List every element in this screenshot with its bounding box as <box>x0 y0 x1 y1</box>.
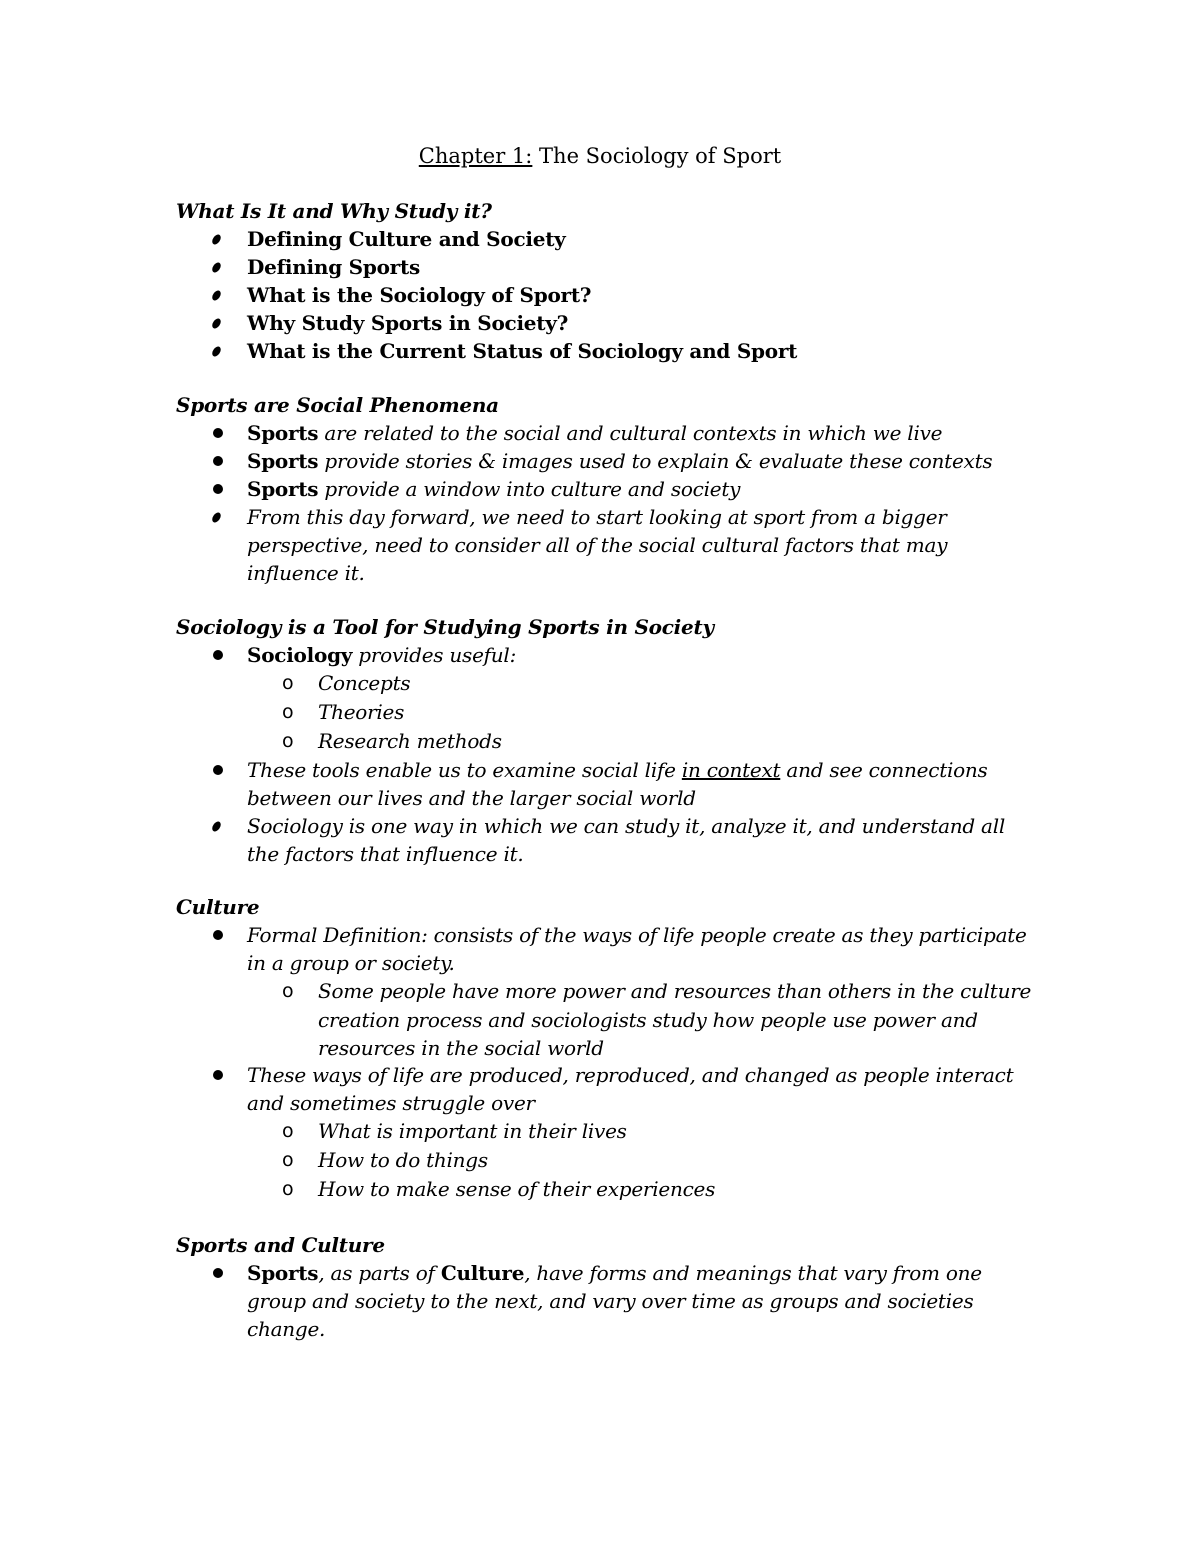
list-item <box>247 419 942 447</box>
sub-list-item: How to do things <box>318 1148 488 1172</box>
bullet-icon <box>210 345 222 358</box>
bullet-icon <box>213 1070 223 1080</box>
bullet-icon <box>213 484 223 494</box>
sub-bullet-icon: o <box>282 980 294 1002</box>
list-item <box>247 641 516 669</box>
list-item <box>247 756 988 784</box>
bullet-icon <box>210 511 222 524</box>
list-item-line: These ways of life are produced, reproduced, and changed as people interact <box>247 1063 1014 1087</box>
sub-bullet-icon: o <box>282 701 294 723</box>
list-item-text: These tools enable us to examine social life <box>247 758 682 782</box>
section-heading: What Is It and Why Study it? <box>176 199 492 223</box>
bullet-icon <box>213 428 223 438</box>
sub-list-item-line: resources in the social world <box>318 1036 604 1060</box>
bullet-icon <box>213 765 223 775</box>
sub-bullet-icon: o <box>282 672 294 694</box>
list-item <box>247 475 740 503</box>
sub-list-item: Research methods <box>318 729 502 753</box>
list-item-line: perspective, need to consider all of the social cultural factors that may <box>247 533 948 557</box>
list-item-line: Sociology is one way in which we can study it, analyze it, and understand all <box>247 814 1006 838</box>
sub-list-item: What is important in their lives <box>318 1119 627 1143</box>
bullet-icon <box>213 930 223 940</box>
list-item-line: Formal Definition: consists of the ways of life people create as they participate <box>247 923 1027 947</box>
list-item: Why Study Sports in Society? <box>247 311 569 335</box>
sub-bullet-icon: o <box>282 1120 294 1142</box>
title-chapter: Chapter 1: <box>418 144 533 168</box>
sub-bullet-icon: o <box>282 730 294 752</box>
list-item-text: provide a window into culture and society <box>318 477 741 501</box>
list-item <box>247 1259 982 1287</box>
list-item-text: are related to the social and cultural contexts in which we live <box>318 421 943 445</box>
list-item-line: and sometimes struggle over <box>247 1091 535 1115</box>
list-item <box>247 447 992 475</box>
sub-list-item-line: Some people have more power and resources than others in the culture <box>318 979 1032 1003</box>
list-item-text: , have forms and meanings that vary from one <box>524 1261 982 1285</box>
list-item-line: group and society to the next, and vary over time as groups and societies <box>247 1289 974 1313</box>
bullet-icon <box>210 289 222 302</box>
section-heading: Sports and Culture <box>176 1233 385 1257</box>
title-text: The Sociology of Sport <box>532 144 782 168</box>
list-item-bold: Sports <box>247 477 319 501</box>
list-item-line: the factors that influence it. <box>247 842 524 866</box>
list-item: Defining Culture and Society <box>247 227 566 251</box>
list-item-text: provide stories & images used to explain & evaluate these contexts <box>318 449 993 473</box>
list-item-bold: Sports <box>247 449 319 473</box>
bullet-icon <box>210 233 222 246</box>
bullet-icon <box>213 1268 223 1278</box>
list-item-line: between our lives and the larger social world <box>247 786 696 810</box>
sub-list-item: Concepts <box>318 671 411 695</box>
sub-bullet-icon: o <box>282 1178 294 1200</box>
list-item-bold: Sports <box>247 421 319 445</box>
list-item-bold: Sports <box>247 1261 319 1285</box>
list-item-line: in a group or society. <box>247 951 455 975</box>
list-item-bold: Culture <box>440 1261 525 1285</box>
section-heading: Sports are Social Phenomena <box>176 393 499 417</box>
section-heading: Sociology is a Tool for Studying Sports in Society <box>176 615 714 639</box>
bullet-icon <box>210 317 222 330</box>
list-item-text: provides useful: <box>352 643 517 667</box>
bullet-icon <box>213 650 223 660</box>
list-item: What is the Current Status of Sociology and Sport <box>247 339 798 363</box>
list-item-line: change. <box>247 1317 326 1341</box>
list-item-text: , as parts of <box>318 1261 441 1285</box>
list-item: Defining Sports <box>247 255 420 279</box>
sub-list-item-line: creation process and sociologists study how people use power and <box>318 1008 978 1032</box>
list-item-underline: in context <box>681 758 781 782</box>
sub-list-item: Theories <box>318 700 405 724</box>
list-item-line: influence it. <box>247 561 365 585</box>
list-item: What is the Sociology of Sport? <box>247 283 592 307</box>
list-item-line: From this day forward, we need to start looking at sport from a bigger <box>247 505 947 529</box>
bullet-icon <box>210 820 222 833</box>
section-heading: Culture <box>176 895 260 919</box>
list-item-bold: Sociology <box>247 643 353 667</box>
sub-bullet-icon: o <box>282 1149 294 1171</box>
page-title <box>0 141 1200 171</box>
bullet-icon <box>210 261 222 274</box>
list-item-text: and see connections <box>780 758 988 782</box>
bullet-icon <box>213 456 223 466</box>
sub-list-item: How to make sense of their experiences <box>318 1177 716 1201</box>
